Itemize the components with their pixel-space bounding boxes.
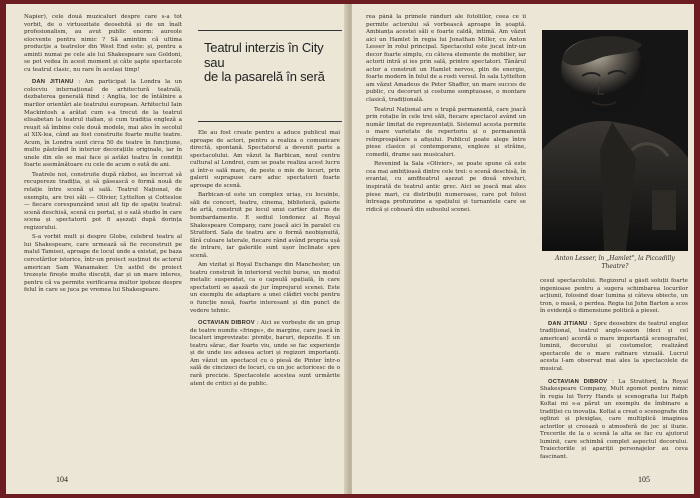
right-col2-para-1: cesul spectacolului. Regizorul a găsit soluții foarte ingenioase pentru a sugera schimbarea locurilor acțiunii, folosind doar lumina și câteva obiecte, un tron, o masă, o perdea. Regia lui John Barton a scos în evidență o dimensiune politică a piesei. — [540, 278, 688, 315]
right-col1-para-3: Revenind la Sala «Olivier», se poate spune că este cea mai ambițioasă dintre cele trei: o scenă deschisă, în evantai, cu amfiteatrul așezat pe două niveluri, inspirată de teatrul antic grec. Aici se joacă mai ales piese mari, cu distribuții numeroase, care pot folosi întreaga profunzime a spațiului și turnantele care se ridică și coboară din subsolul scenei. — [366, 161, 526, 213]
right-col2-para-3: OCTAVIAN DIBROV : La Stratford, la Royal Shakespeare Company, Mult zgomot pentru nimic în regia lui Terry Hands și scenografia lui Ralph Koltai mi s-a părut un exemplu de îmbinare a tradiției cu inovația. Koltai a creat o scenografie din oglinzi și plexiglas, care multiplică imaginea actorilor și creează o atmosferă de joc și iluzie. Trecerile de la o scenă la alta se fac cu ajutorul luminii, care schimbă complet aspectul decorului. Traiectoriile și apariții personajelor au ceva fascinant. — [540, 378, 688, 461]
author-signature: DAN JITIANU — [548, 320, 588, 327]
left-col1-para-3: S-a vorbit mult și despre Globe, celebrul teatru al lui Shakespeare, care urmează să fie reconstruit pe malul Tamisei, aproape de locul unde a existat, pe baza cercetărilor istorice, într-un proiect susținut de actorul american Sam Wanamaker. Un astfel de proiect trezește firește multe discuții, dar și un mare interes, pentru că va permite verificarea multor ipoteze despre felul în care se juca pe vremea lui Shakespeare. — [24, 234, 182, 294]
page-number-left: 104 — [56, 475, 68, 484]
left-col2-para-3: OCTAVIAN DIBROV : Aici se vorbește de un grup de teatre numite «fringe», de margine, care joacă în localuri improvizate: pivnițe, baruri, depozite. E un teatru sărac, dar foarte viu, unde se fac experiențe și de unde ies adesea actori și regizori importanți. Am văzut un spectacol cu o piesă de Pinter într-o sală de cincizeci de locuri, cu un joc actoricesc de o rară precizie. Spectacolele acestea sunt urmărite atent de critici și de public. — [190, 320, 340, 387]
title-line-1: Teatrul interzis în City — [204, 40, 324, 55]
right-col1-para-1: rea până la primele rânduri ale fotoliilor, ceea ce îi permite actorului să vorbească aproape în șoaptă. Ambianța acestei săli e foarte caldă, intimă. Am văzut aici un Hamlet în regia lui Jonathan Miller, cu Anton Lesser în rolul principal. Spectacolul este jucat într-un decor foarte simplu, cu câteva elemente de mobilier, iar actorii intră și ies prin sală, printre spectatori. Tânărul actor a construit un Hamlet nervos, plin de energie, foarte modern în felul de a rosti versul. În sala Lyttelton am văzut Amadeus de Peter Shaffer, un mare succes de public, cu decoruri și costume somptuoase, o montare clasică, tradițională. — [366, 14, 526, 104]
author-signature: OCTAVIAN DIBROV — [548, 378, 608, 385]
title-line-3: de la pasarelă în seră — [204, 69, 325, 84]
article-title — [204, 41, 338, 85]
left-col1-intro: Napier), cele două muzicaluri despre care s-a tot vorbit, de o virtuozitate deosebită și de un înalt profesionalism, au avut public enorm: aureole elocvente pentru nimic ? Să amintim că ultima producție a teatrelor din West End este: și, pentru a aminti numai pe cele ale lui Shakespeare sau Goldoni, se pot vedea în acest moment și câte șapte spectacole cu teatrul clasic, nu rare în același timp! — [24, 14, 182, 73]
left-col1-para-1: DAN JITIANU : Am participat la Londra la un colocviu internațional de arhitectură teatrală, dezbaterea generală fiind : Anglia, loc de întâlnire a marilor orientări ale teatrului european. Arhitectul Iain Mackintosh a arătat cum s-a trecut de la teatrul elisabetan la teatrul italian, și cum tradiția engleză a reușit să îmbine cele două modele, mai ales în secolul al XIX-lea, când au fost construite foarte multe teatre. Acum, în Londra sunt circa 50 de teatre în funcțiune, multe păstrând în interior decorațiile originale, iar în unele din ele se mai face și astăzi teatru în condiții foarte asemănătoare cu cele de acum o sută de ani. — [24, 79, 182, 169]
photo-caption: Anton Lesser, în „Hamlet", la Piccadilly Theatre? — [555, 255, 675, 270]
article-title-box — [198, 30, 342, 122]
author-signature: OCTAVIAN DIBROV — [198, 320, 255, 327]
left-column-1 — [24, 14, 182, 462]
title-line-2: sau — [204, 54, 225, 70]
right-column-1 — [366, 14, 526, 462]
right-col1-para-2: Teatrul Național are o trupă permanentă, care joacă prin rotație în cele trei săli, fiecare spectacol având un număr limitat de reprezentații. Sistemul acesta permite o mare varietate de repertoriu și o permanentă reîmprospătare a afișului. Publicul poate alege între piese clasice și contemporane, engleze și străine, comedii, drame sau musicaluri. — [366, 106, 526, 158]
right-col2-para-2: DAN JITIANU : Spre deosebire de teatrul englez tradițional, teatrul anglo-saxon (deci și cel american) acordă o mare importanță scenografiei, luminii, decorului și costumelor, realizând spectacole de o mare rafinare vizuală. Lucrul acesta l-am observat mai ales la spectacolele de musical. — [540, 320, 688, 373]
left-col1-para-2: Teatrele noi, construite după război, au încercat să recupereze tradiția, și să găsească o formă nouă de relație între scenă și sală. Teatrul Național, de exemplu, are trei săli — Olivier, Lyttelton și Cottesloe — fiecare corespunzând unui alt tip de spațiu teatral: scenă deschisă, scenă cu portal, și o sală studio în care scena și spectatorii pot fi așezați după dorința regizorului. — [24, 171, 182, 231]
left-col2-lead: Ele au fost create pentru a aduce publicul mai aproape de actori, pentru a realiza o comunicare directă, spontană. Spectatorul a devenit parte a spectacolului. Am văzut la Barbican, noul centru cultural al Londrei, cum se poate realiza acest lucru și într-o sală mare, de peste o mie de locuri, prin galerii suprapuse care aduc spectatorii foarte aproape de scenă. — [190, 130, 340, 189]
left-col2-para-2: Am vizitat și Royal Exchange din Manchester, un teatru construit în interiorul vechii burse, un modul metalic suspendat, ca o capsulă spațială, în care spectatorii se așază de jur împrejurul scenei. Este un exemplu de adaptare a unei clădiri vechi pentru o funcție nouă, foarte interesant și din punct de vedere tehnic. — [190, 262, 340, 314]
right-page — [352, 4, 694, 494]
author-signature: DAN JITIANU — [32, 79, 74, 86]
right-column-2 — [540, 278, 688, 462]
actor-portrait-image — [542, 30, 688, 251]
page-number-right: 105 — [638, 475, 650, 484]
left-page — [6, 4, 348, 494]
magazine-spread — [6, 4, 694, 494]
hamlet-photo — [542, 30, 688, 251]
left-column-2 — [190, 130, 340, 462]
left-col2-para-1: Barbican-ul este un complex uriaș, cu locuințe, săli de concert, teatru, cinema, bibliotecă, galerie de artă, construit pe locul unui cartier distrus de bombardamente. E sediul londonez al Royal Shakespeare Company, care joacă aici în paralel cu Stratford. Sala de teatru are o formă neobișnuită, fără culoare laterale, fiecare rând având propria ușă de intrare, iar galeriile sunt ușor înclinate spre scenă. — [190, 192, 340, 259]
